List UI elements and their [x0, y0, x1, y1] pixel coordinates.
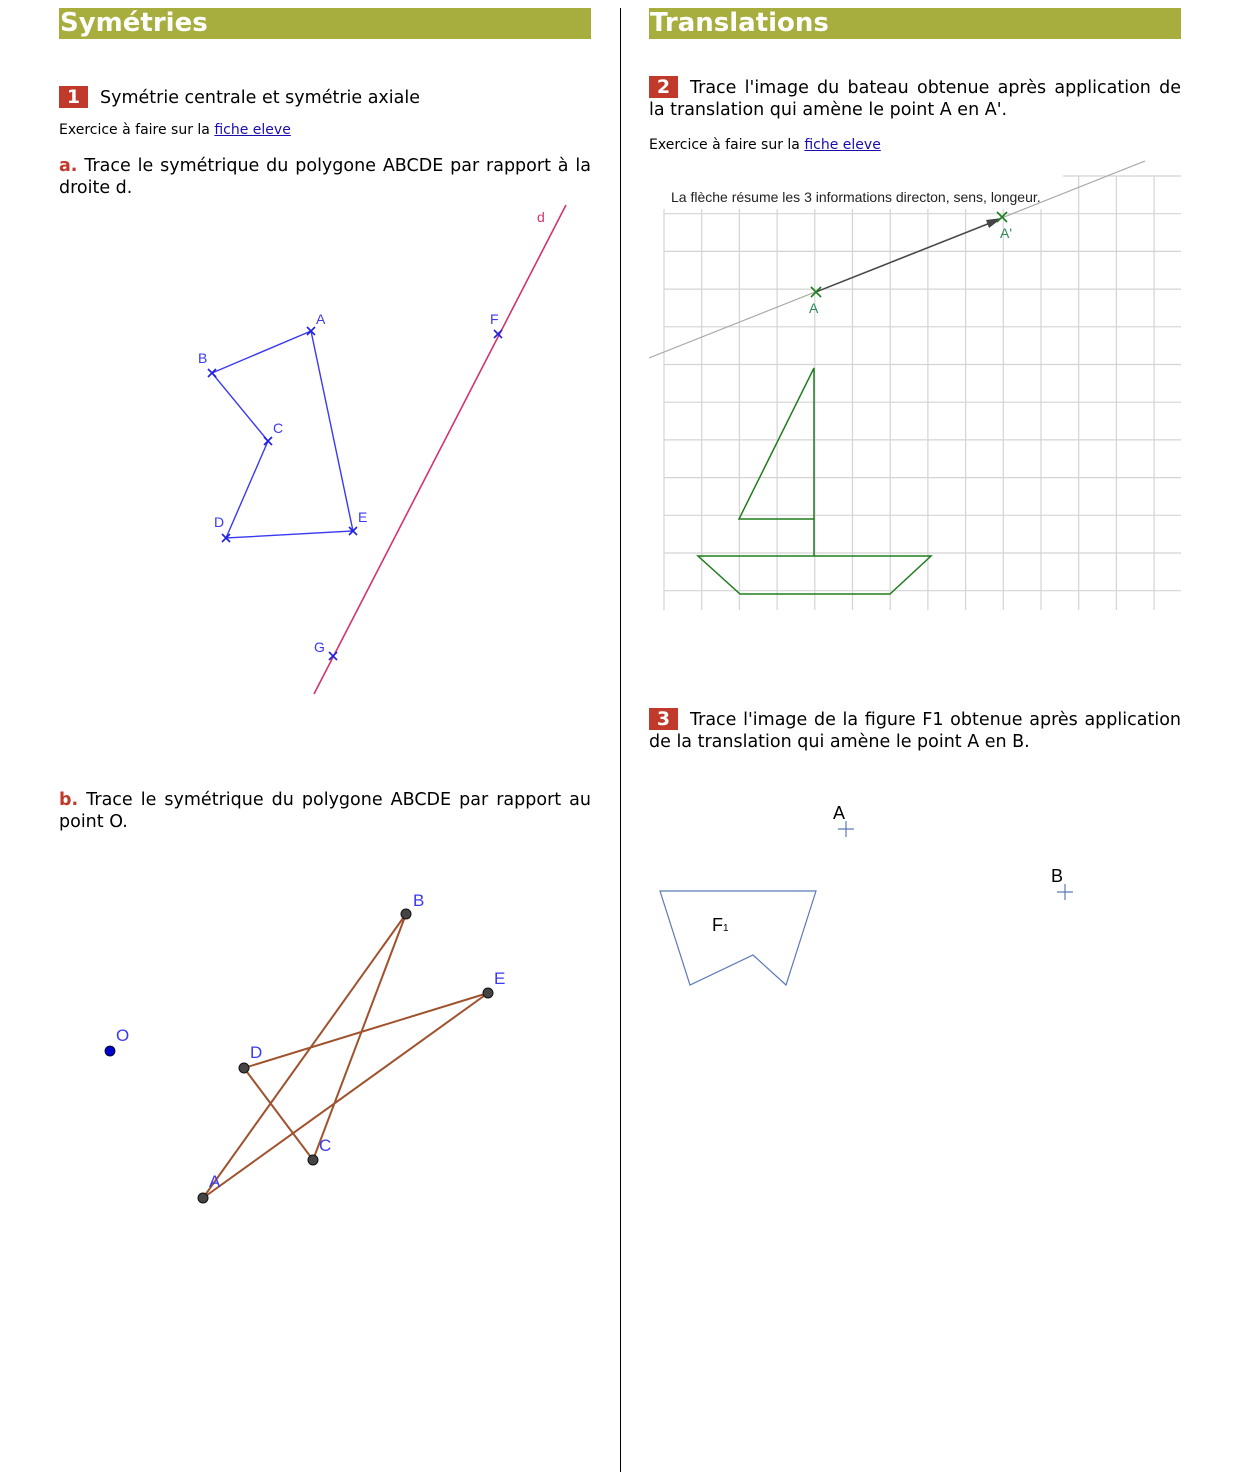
question-a	[59, 155, 591, 199]
point-e-b	[483, 988, 493, 998]
label-o: O	[116, 1026, 130, 1045]
label-d: d	[537, 209, 545, 225]
line-d	[314, 205, 566, 694]
exercise-number-1: 1	[59, 86, 88, 108]
question-b-letter: b.	[59, 790, 79, 810]
label-a-b: A	[209, 1172, 221, 1191]
label-d-point: D	[214, 514, 225, 530]
exercise-1-note	[59, 121, 591, 139]
note-prefix-2: Exercice à faire sur la	[649, 137, 800, 153]
point-b-mark	[208, 369, 216, 377]
exercise-number-3: 3	[649, 708, 678, 730]
exercise-2-note	[649, 136, 1181, 154]
grid-caption: La flèche résume les 3 informations directon, sens, longeur.	[671, 189, 1041, 205]
question-b-text: Trace le symétrique du polygone ABCDE par rapport au point O.	[59, 790, 591, 832]
point-c-b	[308, 1155, 318, 1165]
label-e: E	[358, 509, 368, 525]
exercise-1-title-text: Symétrie centrale et symétrie axiale	[100, 88, 420, 108]
label-a: A	[316, 311, 326, 327]
label-a-grid: A	[809, 300, 819, 316]
exercise-3	[649, 708, 1181, 753]
point-d-b	[239, 1063, 249, 1073]
label-a-prime: A'	[1000, 225, 1013, 241]
point-marks	[208, 327, 502, 660]
polygon-abcde-b	[203, 914, 488, 1198]
point-b-b	[401, 909, 411, 919]
note-prefix: Exercice à faire sur la	[59, 122, 210, 138]
heading-translations: Translations	[649, 8, 1181, 39]
fiche-eleve-link-2[interactable]: fiche eleve	[804, 137, 881, 153]
exercise-2	[649, 76, 1181, 121]
point-a-b	[198, 1193, 208, 1203]
boat-sail	[739, 368, 814, 519]
point-c-mark	[264, 437, 272, 445]
fiche-eleve-link-1[interactable]: fiche eleve	[214, 122, 291, 138]
column-divider	[620, 8, 621, 1472]
exercise-1-title	[59, 86, 591, 109]
label-g: G	[314, 639, 325, 655]
question-a-text: Trace le symétrique du polygone ABCDE par rapport à la droite d.	[59, 156, 591, 198]
question-a-letter: a.	[59, 156, 78, 176]
label-f1	[712, 915, 729, 935]
heading-symetries: Symétries	[59, 8, 591, 39]
exercise-2-text: Trace l'image du bateau obtenue après application de la translation qui amène le point A en A'.	[649, 78, 1181, 120]
label-b: B	[198, 350, 208, 366]
label-b-b: B	[413, 891, 425, 910]
label-c: C	[273, 420, 284, 436]
point-o	[105, 1046, 115, 1056]
label-f: F	[490, 311, 499, 327]
exercise-3-text: Trace l'image de la figure F1 obtenue après application de la translation qui amène le point A en B.	[649, 710, 1181, 752]
translation-arrow	[816, 220, 998, 292]
figure-translation-f1	[649, 795, 1183, 1005]
label-a-fig3: A	[833, 803, 846, 823]
question-b	[59, 789, 591, 833]
label-e-b: E	[494, 969, 506, 988]
label-d-b: D	[250, 1043, 263, 1062]
point-b-fig3	[1057, 884, 1073, 900]
label-c-b: C	[319, 1136, 332, 1155]
exercise-number-2: 2	[649, 76, 678, 98]
figure-axial-symmetry	[180, 200, 580, 700]
label-f1-letter: F	[712, 915, 723, 935]
label-b-fig3: B	[1051, 866, 1064, 886]
grid-lines	[664, 176, 1181, 610]
figure-boat-grid	[649, 158, 1183, 613]
point-a-fig3	[838, 821, 854, 837]
figure-f1	[660, 891, 816, 985]
figure-central-symmetry	[90, 880, 520, 1220]
label-f1-subscript: 1	[723, 923, 729, 934]
